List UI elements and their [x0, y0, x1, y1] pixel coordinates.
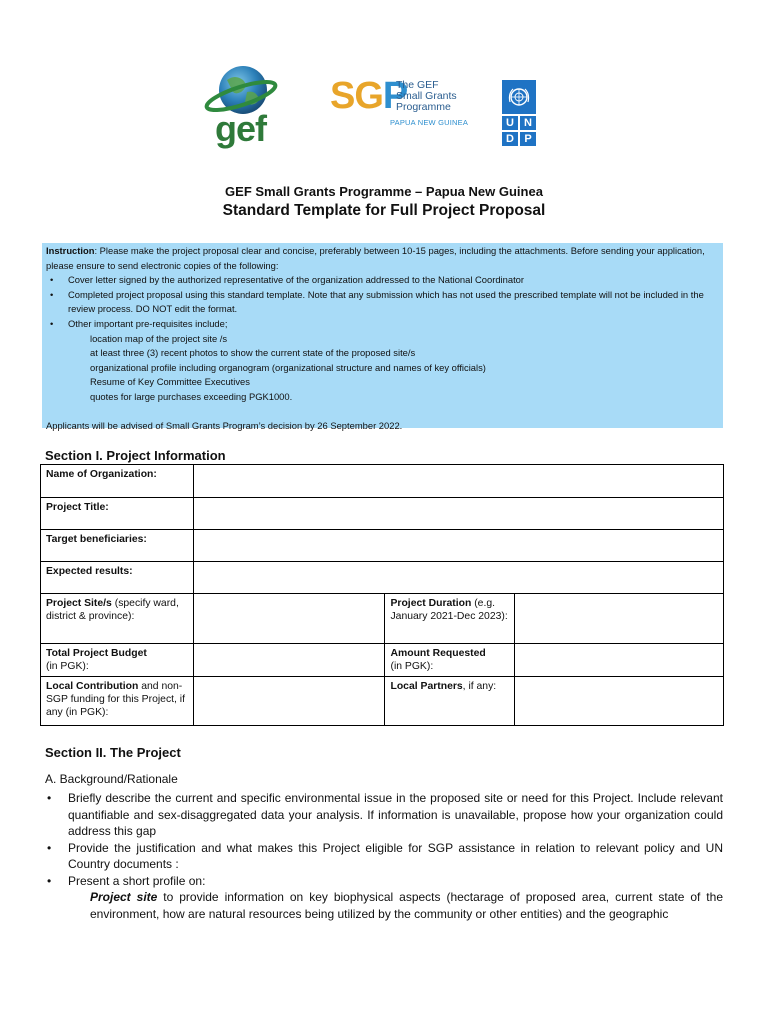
expected-results-field[interactable] [193, 562, 723, 594]
prereq-item: quotes for large purchases exceeding PGK1000. [90, 390, 293, 402]
subsection-a-heading: A. Background/Rationale [45, 772, 178, 786]
logo-bar [0, 62, 768, 157]
prereq-item: organizational profile including organogram (organizational structure and names of key officials) [90, 361, 486, 373]
section1-heading: Section I. Project Information [45, 448, 226, 463]
instruction-bullet: • Other important pre-requisites include; [46, 317, 719, 332]
organization-name-field[interactable] [193, 465, 723, 498]
table-row [41, 498, 724, 530]
section2-heading: Section II. The Project [45, 745, 181, 760]
field-label: Project Title: [41, 498, 194, 530]
undp-letters: U N D P [502, 116, 536, 146]
prereq-item: location map of the project site /s [90, 332, 228, 344]
undp-logo [502, 80, 536, 146]
field-label: Local Partners, if any: [385, 677, 515, 726]
project-title-field[interactable] [193, 498, 723, 530]
local-partners-field[interactable] [515, 677, 724, 726]
table-row [41, 677, 724, 726]
field-label: Name of Organization: [41, 465, 194, 498]
profile-project-site: Project site to provide information on key biophysical aspects (hectarage of proposed area, current state of the environment, how are natural resources being utilized by the community or other entities) and the geographic [90, 890, 723, 921]
list-item: • Present a short profile on: [45, 873, 723, 890]
project-info-table [40, 464, 724, 726]
sgp-country: PAPUA NEW GUINEA [390, 118, 469, 127]
local-contribution-field[interactable] [193, 677, 385, 726]
field-label: Project Duration (e.g. January 2021-Dec 2023): [385, 594, 515, 644]
prereq-item: at least three (3) recent photos to show the current state of the proposed site/s [90, 347, 416, 359]
decision-deadline: Applicants will be advised of Small Grants Program’s decision by 26 September 2022. [46, 420, 403, 432]
table-row [41, 562, 724, 594]
document-title: Standard Template for Full Project Proposal [222, 202, 546, 219]
field-label: Amount Requested (in PGK): [385, 644, 515, 677]
background-list [45, 790, 723, 922]
project-site-field[interactable] [193, 594, 385, 644]
field-label: Target beneficiaries: [41, 530, 194, 562]
programme-title: GEF Small Grants Programme – Papua New Guinea [225, 184, 543, 199]
gef-wordmark: gef [215, 108, 266, 149]
sgp-subtitle: The GEF Small Grants Programme [396, 79, 457, 113]
instruction-bullet: • Completed project proposal using this standard template. Note that any submission which has not used the prescribed template will not be included in the review process. DO NOT edit the format. [46, 288, 719, 317]
table-row [41, 594, 724, 644]
table-row [41, 530, 724, 562]
sgp-mark: SGP [330, 75, 408, 117]
field-label: Total Project Budget (in PGK): [41, 644, 194, 677]
field-label: Expected results: [41, 562, 194, 594]
field-label: Project Site/s (specify ward, district & province): [41, 594, 194, 644]
field-label: Local Contribution and non-SGP funding for this Project, if any (in PGK): [41, 677, 194, 726]
amount-requested-field[interactable] [515, 644, 724, 677]
table-row [41, 644, 724, 677]
sgp-logo [330, 76, 470, 131]
un-emblem-icon [502, 80, 536, 114]
list-item: • Briefly describe the current and specific environmental issue in the proposed site or need for this Project. Include relevant quantifiable and sex-disaggregated data your analysis. If information is unavailable, propose how your organization could address this gap [45, 790, 723, 840]
gef-logo [203, 62, 281, 152]
target-beneficiaries-field[interactable] [193, 530, 723, 562]
list-item: • Provide the justification and what makes this Project eligible for SGP assistance in relation to relevant policy and UN Country documents : [45, 840, 723, 873]
table-row [41, 465, 724, 498]
instruction-bullet: • Cover letter signed by the authorized representative of the organization addressed to the National Coordinator [46, 273, 719, 288]
instruction-intro: Instruction: Please make the project proposal clear and concise, preferably between 10-15 pages, including the attachments. Before sending your application, please ensure to send electronic copies of the following: [46, 245, 705, 271]
instruction-box [42, 243, 723, 432]
total-budget-field[interactable] [193, 644, 385, 677]
project-duration-field[interactable] [515, 594, 724, 644]
prereq-item: Resume of Key Committee Executives [90, 376, 250, 388]
